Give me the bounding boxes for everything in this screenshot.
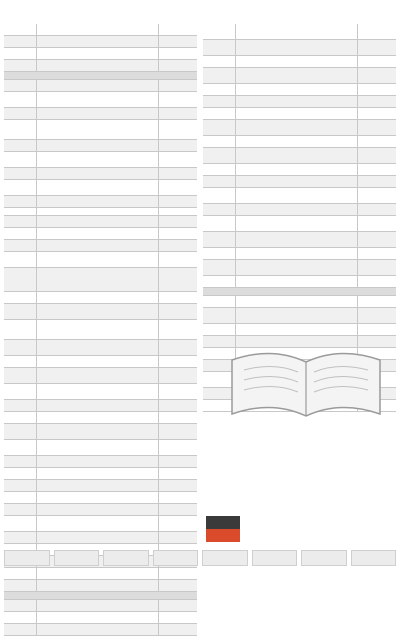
event-description bbox=[236, 176, 358, 187]
schedule-row bbox=[4, 208, 197, 216]
event-time bbox=[4, 612, 37, 623]
event-venue bbox=[159, 140, 197, 151]
event-time bbox=[4, 24, 37, 35]
event-description bbox=[236, 56, 358, 67]
event-description bbox=[37, 268, 159, 291]
event-venue bbox=[159, 580, 197, 591]
event-venue bbox=[358, 96, 396, 107]
schedule-column-left bbox=[4, 24, 197, 492]
event-time bbox=[4, 624, 37, 635]
event-venue bbox=[159, 208, 197, 215]
event-venue bbox=[159, 240, 197, 251]
event-venue bbox=[159, 340, 197, 355]
event-venue bbox=[159, 108, 197, 119]
event-description bbox=[37, 468, 159, 479]
event-description bbox=[37, 140, 159, 151]
event-description bbox=[37, 424, 159, 439]
schedule-row bbox=[4, 356, 197, 368]
schedule-row bbox=[4, 368, 197, 384]
sponsor-logo bbox=[351, 550, 397, 566]
event-description bbox=[37, 152, 159, 167]
event-description bbox=[37, 240, 159, 251]
event-description bbox=[37, 368, 159, 383]
event-venue bbox=[159, 568, 197, 579]
event-description bbox=[236, 108, 358, 119]
event-time bbox=[4, 180, 37, 195]
hours-badge-top bbox=[206, 516, 240, 529]
schedule-row bbox=[4, 456, 197, 468]
event-venue bbox=[159, 368, 197, 383]
event-venue bbox=[358, 148, 396, 163]
event-description bbox=[236, 68, 358, 83]
event-description bbox=[37, 120, 159, 139]
event-time bbox=[203, 136, 236, 147]
event-description bbox=[37, 196, 159, 207]
event-description bbox=[236, 164, 358, 175]
schedule-row bbox=[4, 108, 197, 120]
schedule-row bbox=[203, 164, 396, 176]
event-venue bbox=[358, 216, 396, 231]
schedule-row bbox=[4, 468, 197, 480]
event-time bbox=[4, 580, 37, 591]
schedule-row bbox=[203, 232, 396, 248]
event-time bbox=[4, 480, 37, 491]
event-description bbox=[37, 568, 159, 579]
open-book-icon bbox=[222, 340, 390, 424]
event-description bbox=[37, 320, 159, 339]
event-time bbox=[203, 68, 236, 83]
schedule-row bbox=[203, 24, 396, 40]
event-description bbox=[236, 136, 358, 147]
event-time bbox=[4, 108, 37, 119]
event-description bbox=[236, 84, 358, 95]
event-time bbox=[203, 56, 236, 67]
event-description bbox=[37, 48, 159, 59]
event-venue bbox=[358, 248, 396, 259]
event-venue bbox=[358, 164, 396, 175]
event-venue bbox=[358, 40, 396, 55]
event-venue bbox=[358, 204, 396, 215]
schedule-row bbox=[4, 240, 197, 252]
bottom-note bbox=[4, 496, 194, 536]
event-description bbox=[37, 208, 159, 215]
event-time bbox=[4, 440, 37, 455]
event-venue bbox=[159, 412, 197, 423]
event-time bbox=[4, 48, 37, 59]
event-time bbox=[203, 84, 236, 95]
event-description bbox=[37, 440, 159, 455]
event-venue bbox=[159, 456, 197, 467]
event-description bbox=[37, 304, 159, 319]
event-description bbox=[37, 108, 159, 119]
event-description bbox=[37, 456, 159, 467]
schedule-row bbox=[203, 260, 396, 276]
event-time bbox=[4, 424, 37, 439]
event-venue bbox=[358, 276, 396, 287]
event-description bbox=[236, 204, 358, 215]
event-time bbox=[4, 356, 37, 367]
event-time bbox=[4, 140, 37, 151]
sponsor-logo bbox=[202, 550, 248, 566]
schedule-row bbox=[203, 188, 396, 204]
schedule-row bbox=[4, 140, 197, 152]
event-description bbox=[37, 612, 159, 623]
schedule-row bbox=[203, 148, 396, 164]
hours-badge-bottom bbox=[206, 529, 240, 542]
event-description bbox=[37, 600, 159, 611]
event-description bbox=[37, 480, 159, 491]
event-time bbox=[4, 340, 37, 355]
event-venue bbox=[358, 176, 396, 187]
sponsor-logo bbox=[4, 550, 50, 566]
schedule-row bbox=[203, 96, 396, 108]
event-description bbox=[37, 216, 159, 227]
schedule-row bbox=[4, 624, 197, 636]
event-description bbox=[37, 384, 159, 399]
schedule-row bbox=[4, 320, 197, 340]
schedule-row bbox=[4, 292, 197, 304]
date-label bbox=[100, 592, 102, 599]
event-description bbox=[37, 80, 159, 91]
schedule-row bbox=[4, 36, 197, 48]
schedule-row bbox=[4, 252, 197, 268]
event-time bbox=[4, 400, 37, 411]
schedule-row bbox=[203, 120, 396, 136]
event-time bbox=[203, 24, 236, 39]
schedule-row bbox=[4, 92, 197, 108]
schedule-row bbox=[4, 568, 197, 580]
schedule-row bbox=[4, 228, 197, 240]
event-time bbox=[203, 232, 236, 247]
event-time bbox=[4, 456, 37, 467]
event-venue bbox=[159, 612, 197, 623]
sponsor-logos bbox=[4, 548, 396, 568]
event-time bbox=[4, 216, 37, 227]
event-venue bbox=[159, 384, 197, 399]
schedule-row bbox=[4, 120, 197, 140]
schedule-row bbox=[4, 580, 197, 592]
schedule-row bbox=[4, 196, 197, 208]
event-time bbox=[203, 40, 236, 55]
event-venue bbox=[159, 168, 197, 179]
event-venue bbox=[159, 216, 197, 227]
event-description bbox=[37, 400, 159, 411]
event-time bbox=[203, 248, 236, 259]
schedule-row bbox=[203, 216, 396, 232]
event-venue bbox=[159, 600, 197, 611]
schedule-row bbox=[4, 24, 197, 36]
event-venue bbox=[358, 232, 396, 247]
event-description bbox=[236, 260, 358, 275]
schedule-row bbox=[4, 60, 197, 72]
event-time bbox=[4, 120, 37, 139]
event-description bbox=[37, 580, 159, 591]
schedule-row bbox=[203, 276, 396, 288]
event-description bbox=[37, 292, 159, 303]
event-description bbox=[37, 356, 159, 367]
schedule-row bbox=[203, 176, 396, 188]
event-time bbox=[4, 368, 37, 383]
event-time bbox=[203, 260, 236, 275]
sponsor-logo bbox=[103, 550, 149, 566]
event-time bbox=[4, 152, 37, 167]
event-description bbox=[37, 180, 159, 195]
schedule-row bbox=[4, 612, 197, 624]
schedule-row bbox=[4, 152, 197, 168]
event-venue bbox=[159, 80, 197, 91]
event-venue bbox=[159, 356, 197, 367]
date-band bbox=[203, 288, 396, 296]
event-venue bbox=[358, 260, 396, 275]
schedule-row bbox=[203, 40, 396, 56]
event-time bbox=[4, 468, 37, 479]
schedule-row bbox=[203, 68, 396, 84]
event-venue bbox=[159, 400, 197, 411]
schedule-row bbox=[4, 600, 197, 612]
event-venue bbox=[159, 228, 197, 239]
event-description bbox=[37, 624, 159, 635]
sponsor-logo bbox=[54, 550, 100, 566]
event-venue bbox=[159, 440, 197, 455]
event-time bbox=[203, 96, 236, 107]
event-time bbox=[4, 80, 37, 91]
event-time bbox=[4, 168, 37, 179]
event-venue bbox=[358, 136, 396, 147]
schedule-row bbox=[4, 268, 197, 292]
schedule-row bbox=[4, 48, 197, 60]
event-time bbox=[203, 188, 236, 203]
event-venue bbox=[159, 152, 197, 167]
event-time bbox=[4, 60, 37, 71]
event-description bbox=[37, 340, 159, 355]
event-description bbox=[37, 60, 159, 71]
event-time bbox=[203, 120, 236, 135]
schedule-row bbox=[4, 400, 197, 412]
sponsor-logo bbox=[301, 550, 347, 566]
schedule-row bbox=[4, 168, 197, 180]
event-time bbox=[4, 268, 37, 291]
event-venue bbox=[159, 24, 197, 35]
schedule-row bbox=[4, 424, 197, 440]
event-venue bbox=[159, 268, 197, 291]
schedule-row bbox=[4, 304, 197, 320]
date-band bbox=[4, 592, 197, 600]
schedule-row bbox=[4, 80, 197, 92]
event-time bbox=[4, 304, 37, 319]
event-venue bbox=[358, 188, 396, 203]
event-venue bbox=[358, 56, 396, 67]
event-time bbox=[203, 164, 236, 175]
event-venue bbox=[358, 120, 396, 135]
event-venue bbox=[159, 468, 197, 479]
slogan-english bbox=[206, 451, 394, 460]
event-description bbox=[236, 96, 358, 107]
schedule-column-right bbox=[203, 24, 396, 302]
event-description bbox=[37, 92, 159, 107]
event-time bbox=[4, 252, 37, 267]
schedule-row bbox=[4, 384, 197, 400]
event-time bbox=[4, 92, 37, 107]
event-time bbox=[203, 148, 236, 163]
schedule-row bbox=[203, 84, 396, 96]
event-time bbox=[203, 176, 236, 187]
date-band bbox=[4, 72, 197, 80]
event-venue bbox=[159, 120, 197, 139]
event-description bbox=[37, 168, 159, 179]
event-time bbox=[4, 36, 37, 47]
event-description bbox=[37, 252, 159, 267]
event-time bbox=[4, 384, 37, 399]
schedule-row bbox=[4, 412, 197, 424]
schedule-row bbox=[4, 440, 197, 456]
event-venue bbox=[159, 304, 197, 319]
date-label bbox=[299, 288, 301, 295]
schedule-row bbox=[4, 216, 197, 228]
event-venue bbox=[159, 480, 197, 491]
date-label bbox=[100, 72, 102, 79]
event-venue bbox=[159, 252, 197, 267]
hours-badge bbox=[206, 516, 240, 542]
schedule-row bbox=[203, 248, 396, 260]
event-venue bbox=[159, 292, 197, 303]
event-description bbox=[37, 412, 159, 423]
event-time bbox=[4, 292, 37, 303]
event-description bbox=[236, 40, 358, 55]
event-time bbox=[203, 276, 236, 287]
event-venue bbox=[159, 180, 197, 195]
sponsor-logo bbox=[252, 550, 298, 566]
event-description bbox=[236, 148, 358, 163]
schedule-row bbox=[4, 480, 197, 492]
event-time bbox=[4, 240, 37, 251]
slogan bbox=[206, 436, 394, 450]
event-description bbox=[37, 36, 159, 47]
event-venue bbox=[358, 84, 396, 95]
schedule-row bbox=[4, 180, 197, 196]
event-time bbox=[4, 568, 37, 579]
event-description bbox=[236, 232, 358, 247]
event-description bbox=[236, 248, 358, 259]
event-time bbox=[4, 208, 37, 215]
event-time bbox=[203, 204, 236, 215]
schedule-row bbox=[203, 204, 396, 216]
event-description bbox=[236, 276, 358, 287]
event-venue bbox=[358, 24, 396, 39]
event-venue bbox=[159, 48, 197, 59]
event-venue bbox=[159, 60, 197, 71]
page-title bbox=[0, 4, 400, 20]
event-venue bbox=[358, 108, 396, 119]
schedule-row bbox=[203, 108, 396, 120]
event-time bbox=[4, 600, 37, 611]
event-time bbox=[203, 216, 236, 231]
event-venue bbox=[159, 320, 197, 339]
event-venue bbox=[159, 196, 197, 207]
event-time bbox=[4, 320, 37, 339]
event-time bbox=[4, 228, 37, 239]
event-venue bbox=[159, 36, 197, 47]
event-description bbox=[236, 188, 358, 203]
schedule-row bbox=[4, 340, 197, 356]
event-venue bbox=[159, 424, 197, 439]
footnote bbox=[206, 306, 393, 332]
event-venue bbox=[358, 68, 396, 83]
event-time bbox=[203, 108, 236, 119]
event-time bbox=[4, 196, 37, 207]
event-description bbox=[236, 24, 358, 39]
event-description bbox=[37, 228, 159, 239]
schedule-row bbox=[203, 136, 396, 148]
event-venue bbox=[159, 624, 197, 635]
event-description bbox=[236, 216, 358, 231]
event-time bbox=[4, 412, 37, 423]
sponsor-logo bbox=[153, 550, 199, 566]
event-description bbox=[37, 24, 159, 35]
event-description bbox=[236, 120, 358, 135]
schedule-row bbox=[203, 56, 396, 68]
event-venue bbox=[159, 92, 197, 107]
